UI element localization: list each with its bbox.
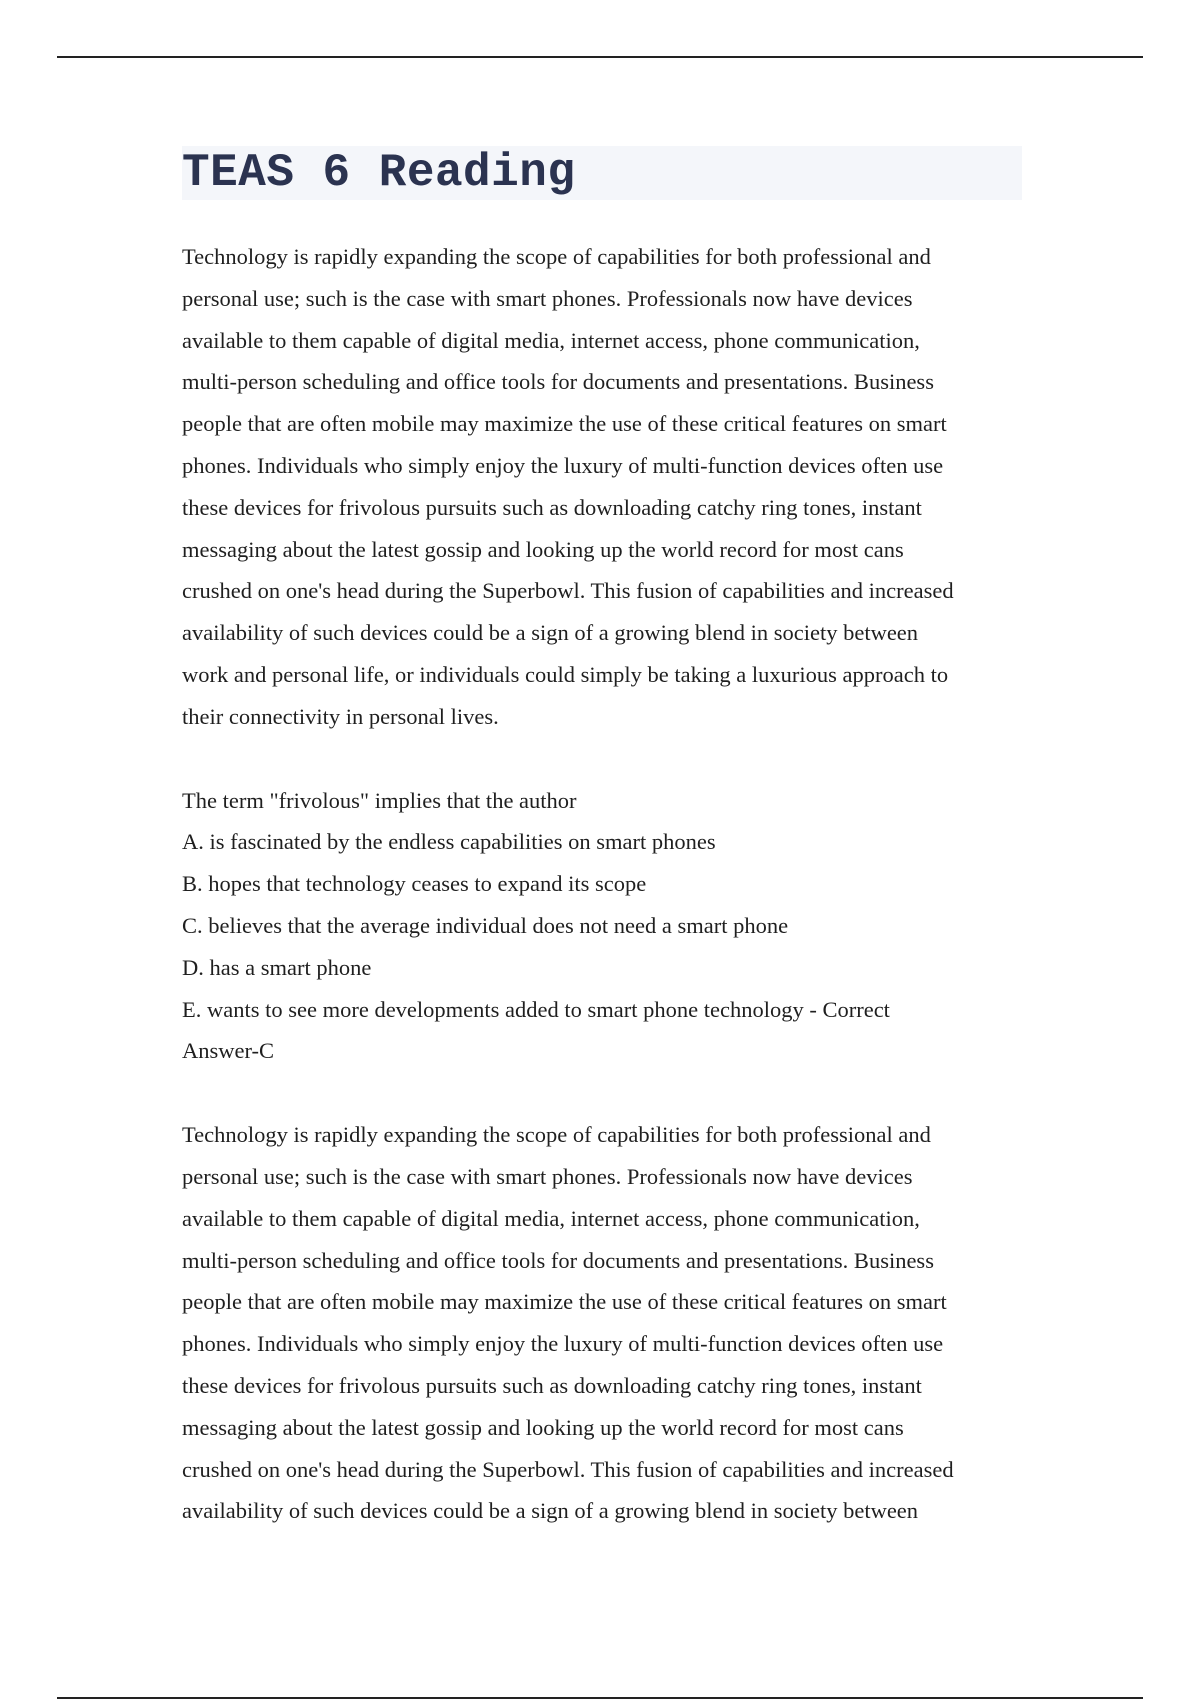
option-d: D. has a smart phone: [182, 954, 372, 980]
option-a: A. is fascinated by the endless capabilities on smart phones: [182, 829, 716, 855]
passage-line: phones. Individuals who simply enjoy the luxury of multi-function devices often use: [182, 452, 944, 478]
passage-line: crushed on one's head during the Superbowl. This fusion of capabilities and increased: [182, 1456, 954, 1482]
passage-line: messaging about the latest gossip and looking up the world record for most cans: [182, 536, 904, 562]
passage-line: Technology is rapidly expanding the scope of capabilities for both professional and: [182, 1122, 931, 1148]
passage-line: messaging about the latest gossip and looking up the world record for most cans: [182, 1414, 904, 1440]
passage-line: these devices for frivolous pursuits such as downloading catchy ring tones, instant: [182, 494, 922, 520]
passage-line: their connectivity in personal lives.: [182, 703, 499, 729]
passage-line: people that are often mobile may maximize the use of these critical features on smart: [182, 411, 947, 437]
page-title: TEAS 6 Reading: [182, 147, 576, 199]
document-body: [182, 146, 1022, 1532]
option-b: B. hopes that technology ceases to expand its scope: [182, 871, 647, 897]
passage-line: multi-person scheduling and office tools for documents and presentations. Business: [182, 369, 934, 395]
spacer: [182, 738, 1022, 780]
passage-line: available to them capable of digital media, internet access, phone communication,: [182, 327, 920, 353]
passage-line: availability of such devices could be a sign of a growing blend in society between: [182, 620, 919, 646]
correct-answer: Answer-C: [182, 1038, 275, 1064]
reading-passage-2: [182, 1114, 1042, 1532]
passage-line: availability of such devices could be a sign of a growing blend in society between: [182, 1498, 919, 1524]
passage-line: multi-person scheduling and office tools for documents and presentations. Business: [182, 1247, 934, 1273]
passage-line: people that are often mobile may maximize the use of these critical features on smart: [182, 1289, 947, 1315]
passage-line: work and personal life, or individuals could simply be taking a luxurious approach to: [182, 661, 949, 687]
passage-line: personal use; such is the case with smart phones. Professionals now have devices: [182, 1163, 913, 1189]
passage-line: crushed on one's head during the Superbowl. This fusion of capabilities and increased: [182, 578, 954, 604]
title-bar: [182, 146, 1022, 200]
top-rule: [57, 56, 1143, 58]
option-c: C. believes that the average individual does not need a smart phone: [182, 912, 789, 938]
passage-line: these devices for frivolous pursuits such as downloading catchy ring tones, instant: [182, 1372, 922, 1398]
passage-line: phones. Individuals who simply enjoy the luxury of multi-function devices often use: [182, 1331, 944, 1357]
spacer: [182, 1072, 1022, 1114]
option-e: E. wants to see more developments added to smart phone technology - Correct: [182, 996, 890, 1022]
passage-line: available to them capable of digital media, internet access, phone communication,: [182, 1205, 920, 1231]
passage-line: Technology is rapidly expanding the scope of capabilities for both professional and: [182, 244, 931, 269]
question-stem: The term "frivolous" implies that the author: [182, 787, 577, 813]
question-block: [182, 780, 1042, 1073]
reading-passage-1: [182, 236, 1042, 738]
passage-line: personal use; such is the case with smart phones. Professionals now have devices: [182, 285, 913, 311]
bottom-rule: [57, 1697, 1143, 1699]
